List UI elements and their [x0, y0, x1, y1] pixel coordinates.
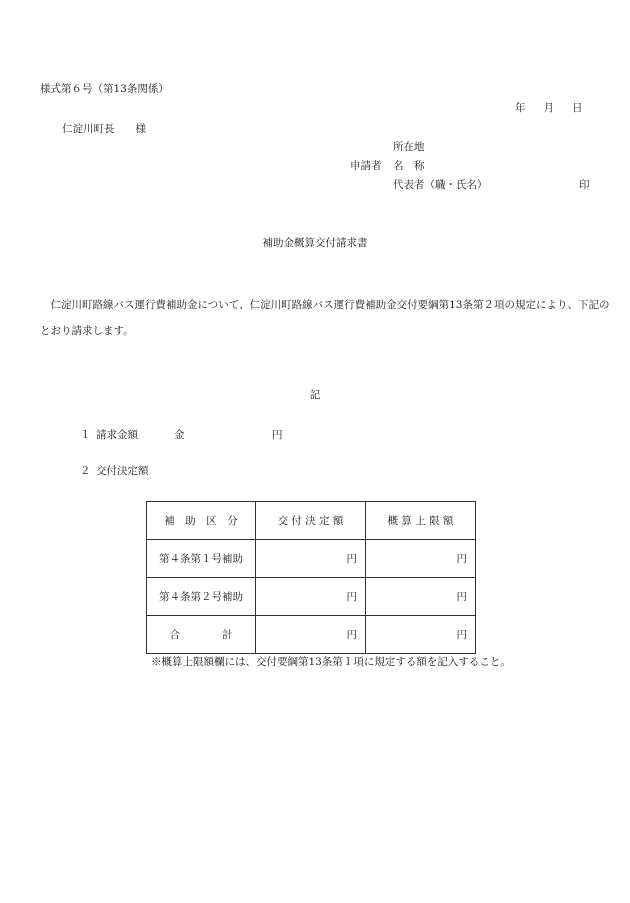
- table-row: [147, 578, 476, 616]
- column-header: 交 付 決 定 額: [256, 502, 366, 540]
- item-1-label: 請求金額: [96, 429, 138, 441]
- item-1: [80, 428, 283, 442]
- document-title: 補助金概算交付請求書: [262, 237, 368, 249]
- limit-amount-cell: 円: [366, 616, 476, 654]
- grant-table: [146, 501, 476, 654]
- footnote: ※概算上限額欄には、交付要綱第13条第１項に規定する額を記入すること。: [151, 656, 511, 668]
- total-label-cell: 合 計: [147, 616, 256, 654]
- applicant-address-label: 所在地: [393, 141, 425, 153]
- limit-amount-cell: 円: [366, 578, 476, 616]
- item-1-number: １: [80, 429, 91, 441]
- category-cell: 第４条第２号補助: [147, 578, 256, 616]
- item-2-number: ２: [80, 465, 91, 477]
- decided-amount-cell: 円: [256, 616, 366, 654]
- date-year: 年: [515, 102, 526, 114]
- date-day: 日: [572, 102, 583, 114]
- date-month: 月: [543, 102, 554, 114]
- category-cell: 第４条第１号補助: [147, 540, 256, 578]
- item-1-prefix: 金: [174, 429, 185, 441]
- addressee: 仁淀川町長 様: [62, 123, 146, 135]
- column-header: 補 助 区 分: [147, 502, 256, 540]
- item-2-label: 交付決定額: [96, 465, 149, 477]
- limit-amount-cell: 円: [366, 540, 476, 578]
- decided-amount-cell: 円: [256, 540, 366, 578]
- item-2: [80, 464, 149, 478]
- heading-ki: 記: [309, 389, 321, 401]
- form-number: 様式第６号（第13条関係）: [40, 83, 169, 95]
- applicant-name-label: 名 称: [393, 160, 425, 172]
- column-header: 概 算 上 限 額: [366, 502, 476, 540]
- table-row: [147, 540, 476, 578]
- table-header-row: [147, 502, 476, 540]
- table-row: [147, 616, 476, 654]
- date-line: [515, 101, 583, 115]
- decided-amount-cell: 円: [256, 578, 366, 616]
- applicant-label: 申請者: [350, 160, 382, 172]
- seal-mark: 印: [579, 179, 590, 191]
- item-1-unit: 円: [272, 429, 283, 441]
- applicant-representative-label: 代表者（職・氏名）: [393, 179, 488, 191]
- body-text: 仁淀川町路線バス運行費補助金について、仁淀川町路線バス運行費補助金交付要綱第13条第２項の規定により、下記のとおり請求します。: [40, 299, 610, 337]
